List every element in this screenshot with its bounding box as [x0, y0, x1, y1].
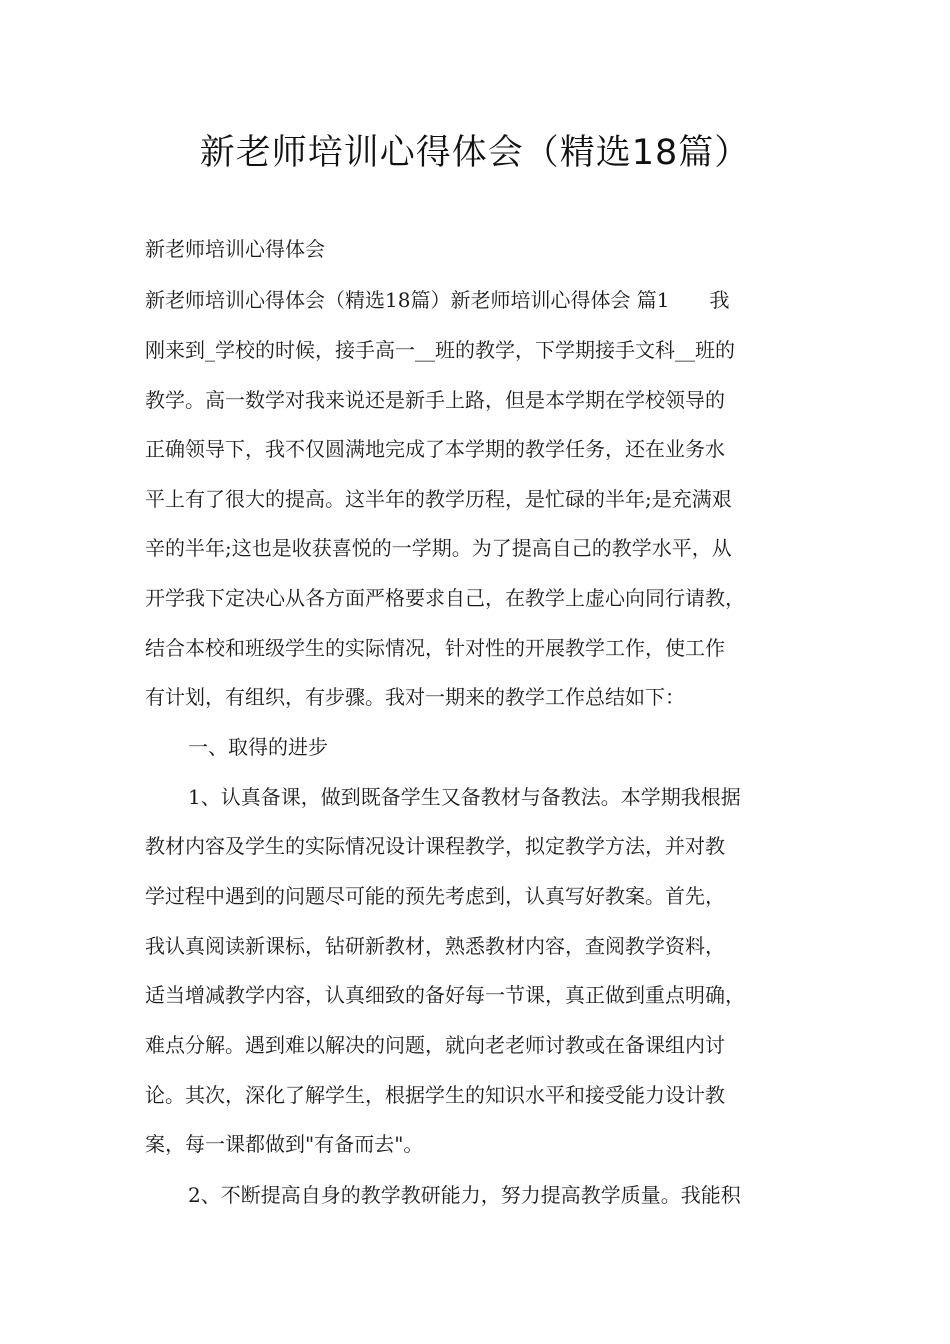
body-line: 辛的半年;这也是收获喜悦的一学期。为了提高自己的教学水平，从 [145, 536, 732, 560]
body-line: 案，每一课都做到"有备而去"。 [145, 1132, 424, 1156]
body-line: 结合本校和班级学生的实际情况，针对性的开展教学工作，使工作 [145, 636, 725, 660]
body-line: 教学。高一数学对我来说还是新手上路，但是本学期在学校领导的 [145, 388, 725, 412]
document-title: 新老师培训心得体会（精选18篇） [199, 133, 751, 173]
body-line: 新老师培训心得体会（精选18篇）新老师培训心得体会 篇1 我 [145, 288, 730, 312]
document-subtitle: 新老师培训心得体会 [145, 237, 325, 261]
body-line: 论。其次，深化了解学生，根据学生的知识水平和接受能力设计教 [145, 1083, 725, 1107]
body-line: 我认真阅读新课标，钻研新教材，熟悉教材内容，查阅教学资料， [145, 934, 725, 958]
body-line: 适当增减教学内容，认真细致的备好每一节课，真正做到重点明确， [145, 983, 745, 1007]
section-heading: 一、取得的进步 [188, 735, 328, 759]
body-line: 平上有了很大的提高。这半年的教学历程，是忙碌的半年;是充满艰 [145, 487, 732, 511]
body-line: 开学我下定决心从各方面严格要求自己，在教学上虚心向同行请教， [145, 586, 745, 610]
body-line: 教材内容及学生的实际情况设计课程教学，拟定教学方法，并对教 [145, 834, 725, 858]
body-line: 难点分解。遇到难以解决的问题，就向老老师讨教或在备课组内讨 [145, 1033, 725, 1057]
body-line: 2、不断提高自身的教学教研能力，努力提高教学质量。我能积 [188, 1183, 741, 1207]
body-line: 刚来到_学校的时候，接手高一__班的教学，下学期接手文科__班的 [145, 338, 735, 362]
body-line: 有计划，有组织，有步骤。我对一期来的教学工作总结如下： [145, 685, 685, 709]
body-line: 1、认真备课，做到既备学生又备教材与备教法。本学期我根据 [188, 785, 741, 809]
body-line: 正确领导下，我不仅圆满地完成了本学期的教学任务，还在业务水 [145, 437, 725, 461]
body-line: 学过程中遇到的问题尽可能的预先考虑到，认真写好教案。首先， [145, 884, 725, 908]
